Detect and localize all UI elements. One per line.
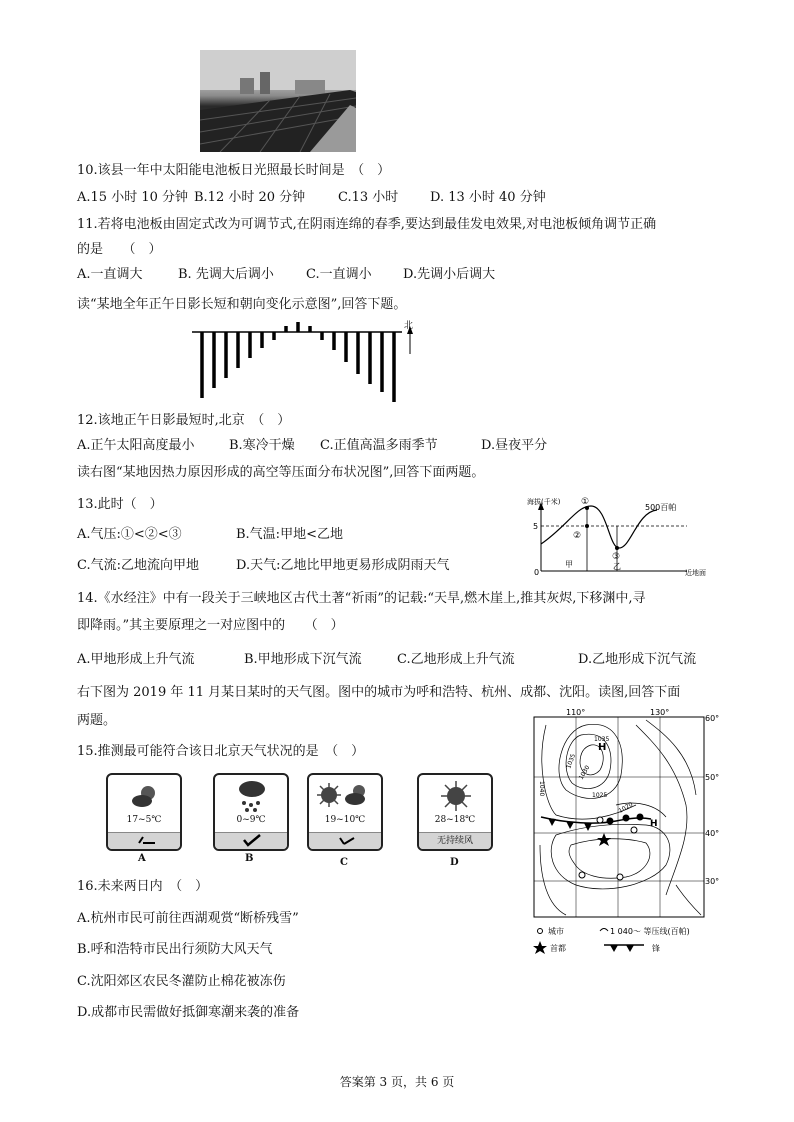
q14-option-d: D.乙地形成下沉气流 <box>578 652 697 667</box>
isobar-label-1035a: 1035 <box>594 736 610 743</box>
q16-option-b: B.呼和浩特市民出行须防大风天气 <box>77 942 273 957</box>
isobar-label-1040: 1040 <box>538 781 545 797</box>
pressure-curve-label: 500百帕 <box>645 503 677 512</box>
card-b-temp: 0~9℃ <box>236 815 266 825</box>
isobaric-surface-chart <box>527 496 717 578</box>
cloudy-sun-icon <box>130 783 160 811</box>
legend-city: 城市 <box>548 927 564 936</box>
isobar-label-1020: 1020 <box>617 801 635 815</box>
intro-pressure-chart: 读右图“某地因热力原因形成的高空等压面分布状况图”,回答下面两题。 <box>77 465 485 480</box>
card-d-temp: 28~18℃ <box>434 815 476 825</box>
point-1: ① <box>581 497 590 507</box>
card-b-letter: B <box>245 853 254 864</box>
sun-cloud-icon <box>315 781 375 809</box>
high-pressure-1: H <box>598 742 607 753</box>
pressure-y-tick: 5 <box>533 522 539 531</box>
q11-stem-line1: 11.若将电池板由固定式改为可调节式,在阴雨连绵的春季,要达到最佳发电效果,对电池板倾角调节正确 <box>77 217 657 232</box>
q10-option-d: D. 13 小时 40 分钟 <box>430 190 546 205</box>
lat-40: 40° <box>705 829 720 838</box>
place-yi: 乙 <box>613 562 621 571</box>
intro-weather-line2: 两题。 <box>77 713 117 728</box>
q14-option-a: A.甲地形成上升气流 <box>77 652 195 667</box>
q10-option-a: A.15 小时 10 分钟 <box>77 190 189 205</box>
card-a-temp: 17~5℃ <box>126 815 162 825</box>
weather-card-d <box>417 773 493 851</box>
q13-option-b: B.气温:甲地<乙地 <box>236 527 343 542</box>
card-c-letter: C <box>340 857 348 868</box>
pressure-ylabel: 海拔(千米) <box>527 498 561 506</box>
high-pressure-2: H <box>650 819 658 829</box>
q11-option-d: D.先调小后调大 <box>403 267 496 282</box>
card-c-temp: 19~10℃ <box>324 815 366 825</box>
q10-option-b: B.12 小时 20 分钟 <box>194 190 306 205</box>
isobar-label-1035b: 1035 <box>565 752 578 770</box>
legend-capital: 首都 <box>550 944 566 953</box>
lat-30: 30° <box>705 877 720 886</box>
q12-stem: 12.该地正午日影最短时,北京 （ ） <box>77 413 291 428</box>
sun-icon <box>439 779 473 813</box>
weather-map <box>526 705 726 959</box>
intro-shadow-chart: 读“某地全年正午日影长短和朝向变化示意图”,回答下题。 <box>77 297 407 312</box>
lon-110: 110° <box>566 708 586 717</box>
q14-option-b: B.甲地形成下沉气流 <box>244 652 362 667</box>
weather-card-c <box>307 773 383 851</box>
weather-card-b <box>213 773 289 851</box>
q16-option-a: A.杭州市民可前往西湖观赏“断桥残雪” <box>77 911 299 926</box>
intro-weather-line1: 右下图为 2019 年 11 月某日某时的天气图。图中的城市为呼和浩特、杭州、成都、沈阳。读图,回答下面 <box>77 685 681 700</box>
q11-option-b: B. 先调大后调小 <box>178 267 274 282</box>
pressure-xlabel: 近地面 <box>685 569 706 577</box>
q13-option-d: D.天气:乙地比甲地更易形成阴雨天气 <box>236 558 450 573</box>
weather-card-a <box>106 773 182 851</box>
rain-snow-icon <box>235 779 269 813</box>
pressure-origin: 0 <box>534 568 540 577</box>
q10-stem: 10.该县一年中太阳能电池板日光照最长时间是 （ ） <box>77 163 391 178</box>
q11-option-c: C.一直调小 <box>306 267 372 282</box>
q12-option-d: D.昼夜平分 <box>481 438 548 453</box>
page-footer: 答案第 3 页，共 6 页 <box>339 1075 455 1089</box>
shadow-length-chart <box>190 318 420 402</box>
q11-option-a: A.一直调大 <box>77 267 143 282</box>
q13-option-c: C.气流:乙地流向甲地 <box>77 558 199 573</box>
card-a-wind <box>108 832 180 849</box>
north-label: 北 <box>404 321 414 331</box>
q11-stem-line2: 的是 （ ） <box>77 242 162 257</box>
q14-stem-line2: 即降雨。”其主要原理之一对应图中的 （ ） <box>77 618 344 633</box>
q10-option-c: C.13 小时 <box>338 190 399 205</box>
lon-130: 130° <box>650 708 670 717</box>
point-2: ② <box>573 531 582 541</box>
q12-option-c: C.正值高温多雨季节 <box>320 438 438 453</box>
legend-isobar: 1 040～ 等压线(百帕) <box>610 927 690 936</box>
lat-60: 60° <box>705 714 720 723</box>
solar-panel-photo <box>200 50 356 152</box>
card-b-wind <box>215 832 287 849</box>
q16-option-c: C.沈阳郊区农民冬灌防止棉花被冻伤 <box>77 974 286 989</box>
legend-front: 锋 <box>652 944 660 953</box>
q13-stem: 13.此时（ ） <box>77 497 163 512</box>
q16-stem: 16.未来两日内 （ ） <box>77 879 209 894</box>
lat-50: 50° <box>705 773 720 782</box>
q16-option-d: D.成都市民需做好抵御寒潮来袭的准备 <box>77 1005 300 1020</box>
q15-stem: 15.推测最可能符合该日北京天气状况的是 （ ） <box>77 744 365 759</box>
card-c-wind <box>309 832 381 849</box>
q12-option-a: A.正午太阳高度最小 <box>77 438 195 453</box>
q12-option-b: B.寒冷干燥 <box>229 438 295 453</box>
isobar-label-1025: 1025 <box>592 792 608 799</box>
card-d-letter: D <box>450 857 459 868</box>
card-a-letter: A <box>138 853 146 864</box>
place-jia: 甲 <box>565 560 573 569</box>
q13-option-a: A.气压:①<②<③ <box>77 527 182 542</box>
card-d-wind: 无持续风 <box>419 832 491 849</box>
isobar-label-1030: 1030 <box>577 764 592 781</box>
q14-stem-line1: 14.《水经注》中有一段关于三峡地区古代土著“祈雨”的记载:“天旱,燃木崖上,推其灰烬,下移渊中,寻 <box>77 591 646 606</box>
point-3: ③ <box>612 552 621 562</box>
q14-option-c: C.乙地形成上升气流 <box>397 652 515 667</box>
